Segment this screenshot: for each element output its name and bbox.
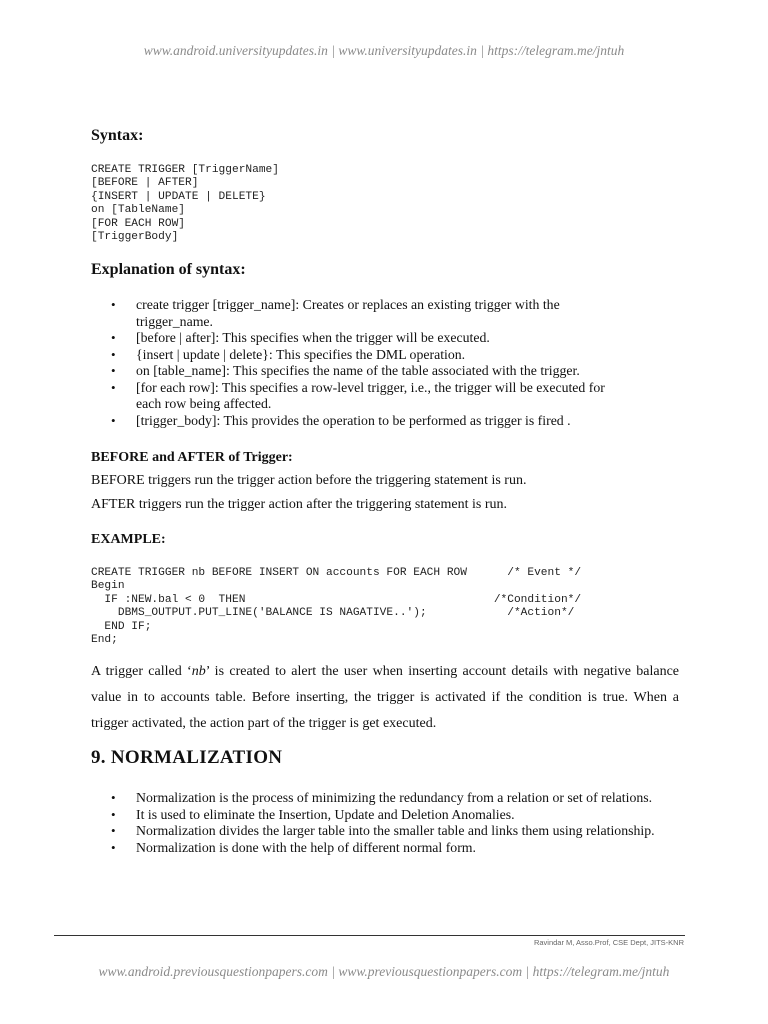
para-text-start: A trigger called ‘ — [91, 664, 192, 679]
syntax-heading: Syntax: — [91, 127, 144, 144]
list-item: • create trigger [trigger_name]: Creates or replaces an existing trigger with the trigger_name. — [91, 297, 628, 330]
page-header-links: www.android.universityupdates.in | www.universityupdates.in | https://telegram.me/jntuh — [143, 43, 625, 58]
explanation-list — [91, 297, 628, 429]
list-item: • [before | after]: This specifies when the trigger will be executed. — [91, 330, 628, 347]
list-item: • Normalization is done with the help of different normal form. — [91, 840, 679, 857]
before-after-heading: BEFORE and AFTER of Trigger: — [91, 450, 293, 465]
example-code-block: CREATE TRIGGER nb BEFORE INSERT ON accounts FOR EACH ROW /* Event */ Begin IF :NEW.bal < 0 THEN /*Condition*/ DBMS_OUTPUT.PUT_LINE('BALANCE IS NAGATIVE..'); /*Action*/ END IF; End; — [91, 567, 582, 647]
after-trigger-text: AFTER triggers run the trigger action after the triggering statement is run. — [91, 497, 507, 512]
syntax-code-block: CREATE TRIGGER [TriggerName] [BEFORE | AFTER] {INSERT | UPDATE | DELETE} on [TableName] [FOR EACH ROW] [TriggerBody] — [91, 164, 279, 244]
list-item: • on [table_name]: This specifies the name of the table associated with the trigger. — [91, 363, 628, 380]
list-item: • [trigger_body]: This provides the operation to be performed as trigger is fired . — [91, 413, 628, 430]
example-heading: EXAMPLE: — [91, 532, 166, 547]
author-credit: Ravindar M, Asso.Prof, CSE Dept, JITS-KNR — [533, 938, 684, 947]
explanation-heading: Explanation of syntax: — [91, 261, 246, 278]
trigger-name: nb — [191, 664, 206, 679]
normalization-heading: 9. NORMALIZATION — [91, 747, 283, 768]
list-item: • Normalization divides the larger table into the smaller table and links them using relationship. — [91, 823, 679, 840]
before-trigger-text: BEFORE triggers run the trigger action before the triggering statement is run. — [91, 473, 527, 488]
example-explanation-paragraph — [91, 659, 679, 737]
footer-divider — [54, 935, 685, 936]
list-item: • It is used to eliminate the Insertion, Update and Deletion Anomalies. — [91, 807, 679, 824]
para-text-end: ’ is created to alert the user when inserting account details with negative balance value in to accounts table. Before inserting, the trigger is activated if the condition is true. When a trigger activated, the action part of the trigger is get executed. — [91, 664, 679, 731]
list-item: • {insert | update | delete}: This specifies the DML operation. — [91, 347, 628, 364]
page-footer-links: www.android.previousquestionpapers.com | www.previousquestionpapers.com | https://telegram.me/jntuh — [98, 964, 670, 979]
list-item: • [for each row]: This specifies a row-level trigger, i.e., the trigger will be executed for each row being affected. — [91, 380, 628, 413]
normalization-list — [91, 790, 679, 856]
list-item: • Normalization is the process of minimizing the redundancy from a relation or set of relations. — [91, 790, 679, 807]
